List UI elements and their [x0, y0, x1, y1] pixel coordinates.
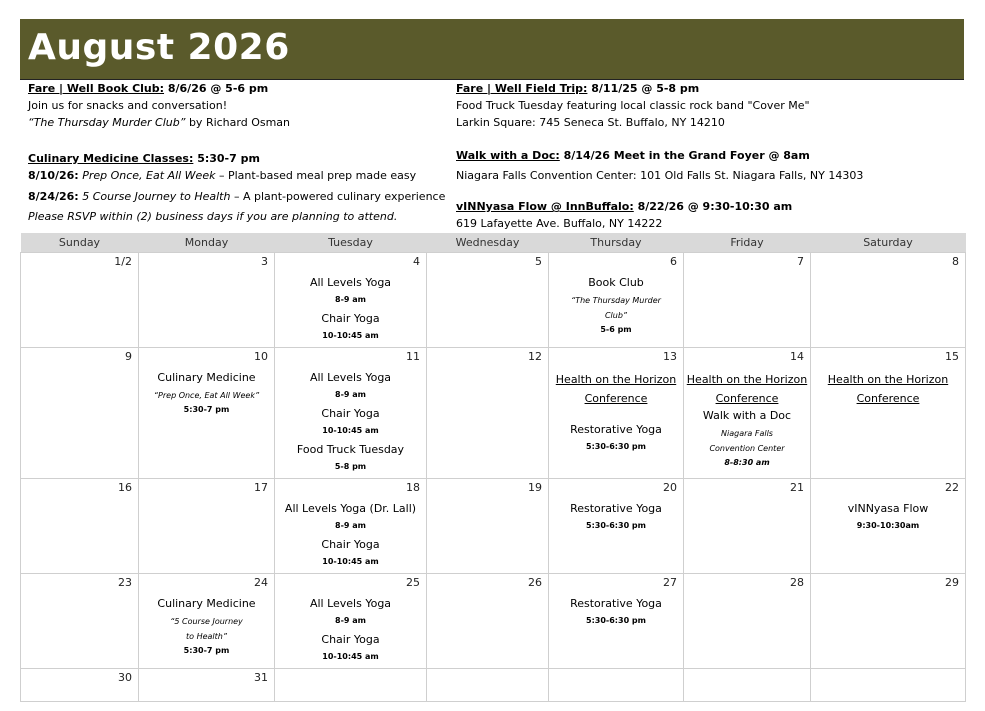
day-events: [811, 479, 965, 532]
weekday-saturday: Saturday: [811, 233, 966, 253]
event-title: All Levels Yoga: [309, 597, 392, 610]
calendar-body: [21, 253, 966, 702]
day-cell[interactable]: [427, 348, 549, 479]
day-number: 1/2: [114, 255, 132, 268]
event-title: Culinary Medicine: [157, 597, 256, 610]
event-time: 5-6 pm: [600, 325, 632, 334]
day-cell[interactable]: [427, 479, 549, 574]
day-cell[interactable]: [549, 348, 684, 479]
day-number: 9: [125, 350, 132, 363]
event-subtitle: “Prep Once, Eat All Week”: [153, 391, 260, 400]
day-cell[interactable]: [684, 574, 811, 669]
culinary-desc-1: – Plant-based meal prep made easy: [215, 169, 417, 182]
month-banner: [20, 19, 964, 80]
day-cell[interactable]: [684, 348, 811, 479]
event-title: Restorative Yoga: [570, 597, 662, 610]
day-number: 27: [663, 576, 677, 589]
day-cell[interactable]: [275, 669, 427, 702]
day-events: [275, 574, 426, 663]
day-number: 19: [528, 481, 542, 494]
day-events: [811, 348, 965, 408]
field-trip-location: Larkin Square: 745 Seneca St. Buffalo, NY 14210: [456, 116, 725, 129]
day-cell[interactable]: [684, 479, 811, 574]
event-title: Walk with a Doc: [702, 409, 792, 422]
event-time: 5-8 pm: [334, 462, 367, 471]
event-subtitle: “The Thursday Murder: [571, 296, 661, 305]
day-number: 3: [261, 255, 268, 268]
rsvp-note: Please RSVP within (2) business days if you are planning to attend.: [28, 210, 398, 223]
day-number: 20: [663, 481, 677, 494]
day-cell[interactable]: [21, 574, 139, 669]
day-events: [275, 479, 426, 568]
event-subtitle: Niagara Falls: [721, 429, 773, 438]
event-title: Chair Yoga: [321, 538, 380, 551]
culinary-time: 5:30-7 pm: [193, 152, 260, 165]
event-link[interactable]: Conference: [715, 392, 779, 405]
day-cell[interactable]: [684, 669, 811, 702]
flow-when: 8/22/26 @ 9:30-10:30 am: [633, 200, 793, 213]
weekday-friday: Friday: [684, 233, 811, 253]
event-time: 5:30-6:30 pm: [586, 521, 646, 530]
walk-heading: [456, 147, 863, 164]
day-cell[interactable]: [275, 348, 427, 479]
day-events: [549, 253, 683, 336]
event-time: 5:30-6:30 pm: [586, 442, 646, 451]
day-number: 10: [254, 350, 268, 363]
book-title: “The Thursday Murder Club”: [28, 116, 186, 129]
day-number: 25: [406, 576, 420, 589]
day-cell[interactable]: [139, 253, 275, 348]
day-cell[interactable]: [549, 479, 684, 574]
day-events: [549, 348, 683, 453]
event-link[interactable]: Health on the Horizon: [555, 373, 677, 386]
day-cell[interactable]: [811, 669, 966, 702]
culinary-class-1: [28, 167, 445, 185]
day-cell[interactable]: [21, 479, 139, 574]
event-title: Chair Yoga: [321, 407, 380, 420]
day-number: 8: [952, 255, 959, 268]
book-club-label: Fare | Well Book Club:: [28, 82, 165, 95]
day-cell[interactable]: [811, 479, 966, 574]
day-cell[interactable]: [139, 574, 275, 669]
event-title: All Levels Yoga (Dr. Lall): [284, 502, 417, 515]
event-time: 8-9 am: [335, 616, 366, 625]
field-trip-when: 8/11/25 @ 5-8 pm: [587, 82, 700, 95]
day-number: 16: [118, 481, 132, 494]
day-number: 18: [406, 481, 420, 494]
weekday-wednesday: Wednesday: [427, 233, 549, 253]
culinary-title-2: 5 Course Journey to Health: [78, 190, 231, 203]
day-cell[interactable]: [139, 669, 275, 702]
day-events: [275, 348, 426, 473]
day-number: 12: [528, 350, 542, 363]
walk-label: Walk with a Doc:: [456, 149, 560, 162]
day-events: [275, 253, 426, 342]
culinary-title-1: Prep Once, Eat All Week: [78, 169, 216, 182]
day-cell[interactable]: [811, 574, 966, 669]
event-time: 5:30-6:30 pm: [586, 616, 646, 625]
event-subtitle: to Health”: [186, 632, 227, 641]
book-club-book: [28, 114, 445, 131]
day-number: 6: [670, 255, 677, 268]
day-number: 7: [797, 255, 804, 268]
day-number: 13: [663, 350, 677, 363]
week-row: [21, 669, 966, 702]
weekday-tuesday: Tuesday: [275, 233, 427, 253]
day-number: 11: [406, 350, 420, 363]
event-title: All Levels Yoga: [309, 276, 392, 289]
day-cell[interactable]: [549, 669, 684, 702]
day-number: 29: [945, 576, 959, 589]
day-cell[interactable]: [139, 348, 275, 479]
weekday-sunday: Sunday: [21, 233, 139, 253]
event-title: Chair Yoga: [321, 633, 380, 646]
calendar-grid: [20, 233, 966, 702]
day-number: 28: [790, 576, 804, 589]
day-cell[interactable]: [21, 348, 139, 479]
event-title: Culinary Medicine: [157, 371, 256, 384]
event-title: Restorative Yoga: [570, 423, 662, 436]
day-cell[interactable]: [427, 253, 549, 348]
event-time: 8-8:30 am: [724, 458, 770, 467]
event-subtitle: Club”: [604, 311, 628, 320]
field-trip-heading: [456, 80, 863, 97]
info-right-column: [456, 80, 863, 232]
event-title: Chair Yoga: [321, 312, 380, 325]
event-time: 10-10:45 am: [322, 652, 379, 661]
day-events: [684, 348, 810, 469]
week-row: [21, 348, 966, 479]
day-number: 24: [254, 576, 268, 589]
week-row: [21, 253, 966, 348]
week-row: [21, 574, 966, 669]
day-number: 21: [790, 481, 804, 494]
event-title: Restorative Yoga: [570, 502, 662, 515]
flow-heading: [456, 198, 863, 215]
day-cell[interactable]: [549, 253, 684, 348]
day-number: 30: [118, 671, 132, 684]
event-title: Book Club: [588, 276, 644, 289]
walk-location: Niagara Falls Convention Center: 101 Old Falls St. Niagara Falls, NY 14303: [456, 169, 864, 182]
flow-location: 619 Lafayette Ave. Buffalo, NY 14222: [456, 217, 663, 230]
event-link[interactable]: Health on the Horizon: [686, 373, 808, 386]
day-cell[interactable]: [811, 348, 966, 479]
day-cell[interactable]: [684, 253, 811, 348]
weekday-header-row: [21, 233, 966, 253]
day-number: 5: [535, 255, 542, 268]
day-number: 31: [254, 671, 268, 684]
day-cell[interactable]: [275, 253, 427, 348]
event-time: 5:30-7 pm: [183, 646, 230, 655]
day-cell[interactable]: [811, 253, 966, 348]
day-cell[interactable]: [275, 574, 427, 669]
event-time: 10-10:45 am: [322, 557, 379, 566]
day-cell[interactable]: [21, 253, 139, 348]
field-trip-description: Food Truck Tuesday featuring local classic rock band "Cover Me": [456, 99, 810, 112]
day-cell[interactable]: [21, 669, 139, 702]
culinary-date-2: 8/24/26:: [28, 190, 79, 203]
day-number: 4: [413, 255, 420, 268]
day-cell[interactable]: [427, 669, 549, 702]
field-trip-label: Fare | Well Field Trip:: [456, 82, 588, 95]
culinary-date-1: 8/10/26:: [28, 169, 79, 182]
book-club-when: 8/6/26 @ 5-6 pm: [164, 82, 269, 95]
book-club-description: Join us for snacks and conversation!: [28, 99, 228, 112]
day-cell[interactable]: [275, 479, 427, 574]
book-club-heading: [28, 80, 445, 97]
info-left-column: [28, 80, 445, 225]
event-subtitle: Convention Center: [709, 444, 785, 453]
event-time: 10-10:45 am: [322, 426, 379, 435]
weekday-thursday: Thursday: [549, 233, 684, 253]
day-number: 17: [254, 481, 268, 494]
event-title: vINNyasa Flow: [847, 502, 929, 515]
event-link[interactable]: Conference: [584, 392, 648, 405]
event-link[interactable]: Health on the Horizon: [827, 373, 949, 386]
day-number: 14: [790, 350, 804, 363]
day-number: 15: [945, 350, 959, 363]
event-subtitle: “5 Course Journey: [170, 617, 243, 626]
day-cell[interactable]: [427, 574, 549, 669]
day-cell[interactable]: [549, 574, 684, 669]
book-author: by Richard Osman: [185, 116, 291, 129]
culinary-heading: [28, 150, 445, 167]
culinary-label: Culinary Medicine Classes:: [28, 152, 194, 165]
flow-label: vINNyasa Flow @ InnBuffalo:: [456, 200, 634, 213]
day-number: 26: [528, 576, 542, 589]
weekday-monday: Monday: [139, 233, 275, 253]
day-number: 23: [118, 576, 132, 589]
event-link[interactable]: Conference: [856, 392, 920, 405]
event-time: 10-10:45 am: [322, 331, 379, 340]
culinary-class-2: [28, 185, 445, 209]
day-number: 22: [945, 481, 959, 494]
event-time: 5:30-7 pm: [183, 405, 230, 414]
culinary-desc-2: – A plant-powered culinary experience: [230, 190, 446, 203]
event-time: 8-9 am: [335, 521, 366, 530]
month-title: August 2026: [28, 27, 290, 68]
event-time: 8-9 am: [335, 295, 366, 304]
event-title: Food Truck Tuesday: [296, 443, 405, 456]
walk-when: 8/14/26 Meet in the Grand Foyer @ 8am: [559, 149, 810, 162]
week-row: [21, 479, 966, 574]
event-title: All Levels Yoga: [309, 371, 392, 384]
day-cell[interactable]: [139, 479, 275, 574]
event-time: 8-9 am: [335, 390, 366, 399]
event-time: 9:30-10:30am: [856, 521, 920, 530]
